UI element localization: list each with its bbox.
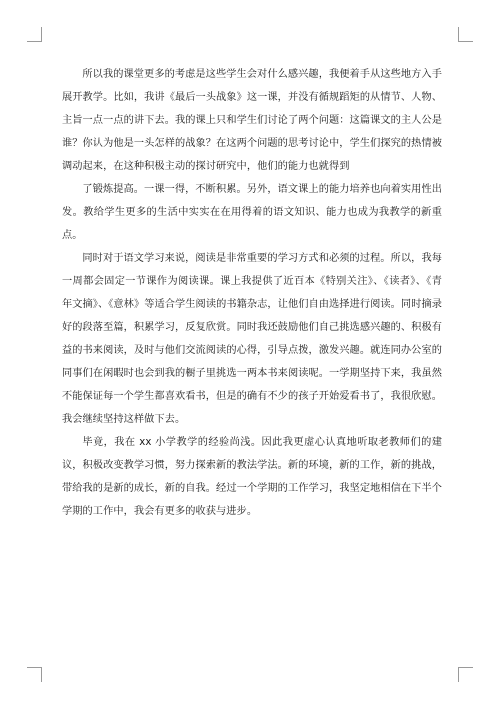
page-corner-mark-bottom-right xyxy=(458,667,473,682)
paragraph-3: 同时对于语文学习来说，阅读是非常重要的学习方式和必须的过程。所以，我每一周都会固定一节课作为阅读课。课上我提供了近百本《特别关注》、《读者》、《青年文摘》、《意林》等适合学生阅读的书籍杂志，让他们自由选择进行阅读。同时摘录好的段落至篇，积累学习，反复欣赏。同时我还鼓励他们自己挑选感兴趣的、积极有益的书来阅读，及时与他们交流阅读的心得，引导点拨，激发兴趣。就连同办公室的同事们在闲暇时也会到我的橱子里挑选一两本书来阅读呢。一学期坚持下来，我虽然不能保证每一个学生都喜欢看书，但是的确有不少的孩子开始爱看书了，我很欣慰。我会继续坚持这样做下去。 xyxy=(62,253,442,425)
page-corner-mark-bottom-left xyxy=(27,667,42,682)
paragraph-1: 所以我的课堂更多的考虑是这些学生会对什么感兴趣，我便着手从这些地方入手展开教学。比如，我讲《最后一头战象》这一课，并没有循规蹈矩的从情节、人物、主旨一点一点的讲下去。我的课上只和学生们讨论了两个问题：这篇课文的主人公是谁？你认为他是一头怎样的战象？在这两个问题的思考讨论中，学生们探究的热情被调动起来，在这种积极主动的探讨研究中，他们的能力也就得到 xyxy=(62,69,442,172)
page-corner-mark-top-left xyxy=(27,27,42,42)
document-body xyxy=(62,63,442,523)
page-corner-mark-top-right xyxy=(458,27,473,42)
paragraph-2: 了锻炼提高。一课一得，不断积累。另外，语文课上的能力培养也向着实用性出发。教给学生更多的生活中实实在在用得着的语文知识、能力也成为我教学的新重点。 xyxy=(62,184,442,241)
paragraph-4: 毕竟，我在 xx 小学教学的经验尚浅。因此我更虚心认真地听取老教师们的建议，积极改变教学习惯，努力探索新的教法学法。新的环境，新的工作，新的挑战，带给我的是新的成长，新的自我。经过一个学期的工作学习，我坚定地相信在下半个学期的工作中，我会有更多的收获与进步。 xyxy=(62,437,442,517)
